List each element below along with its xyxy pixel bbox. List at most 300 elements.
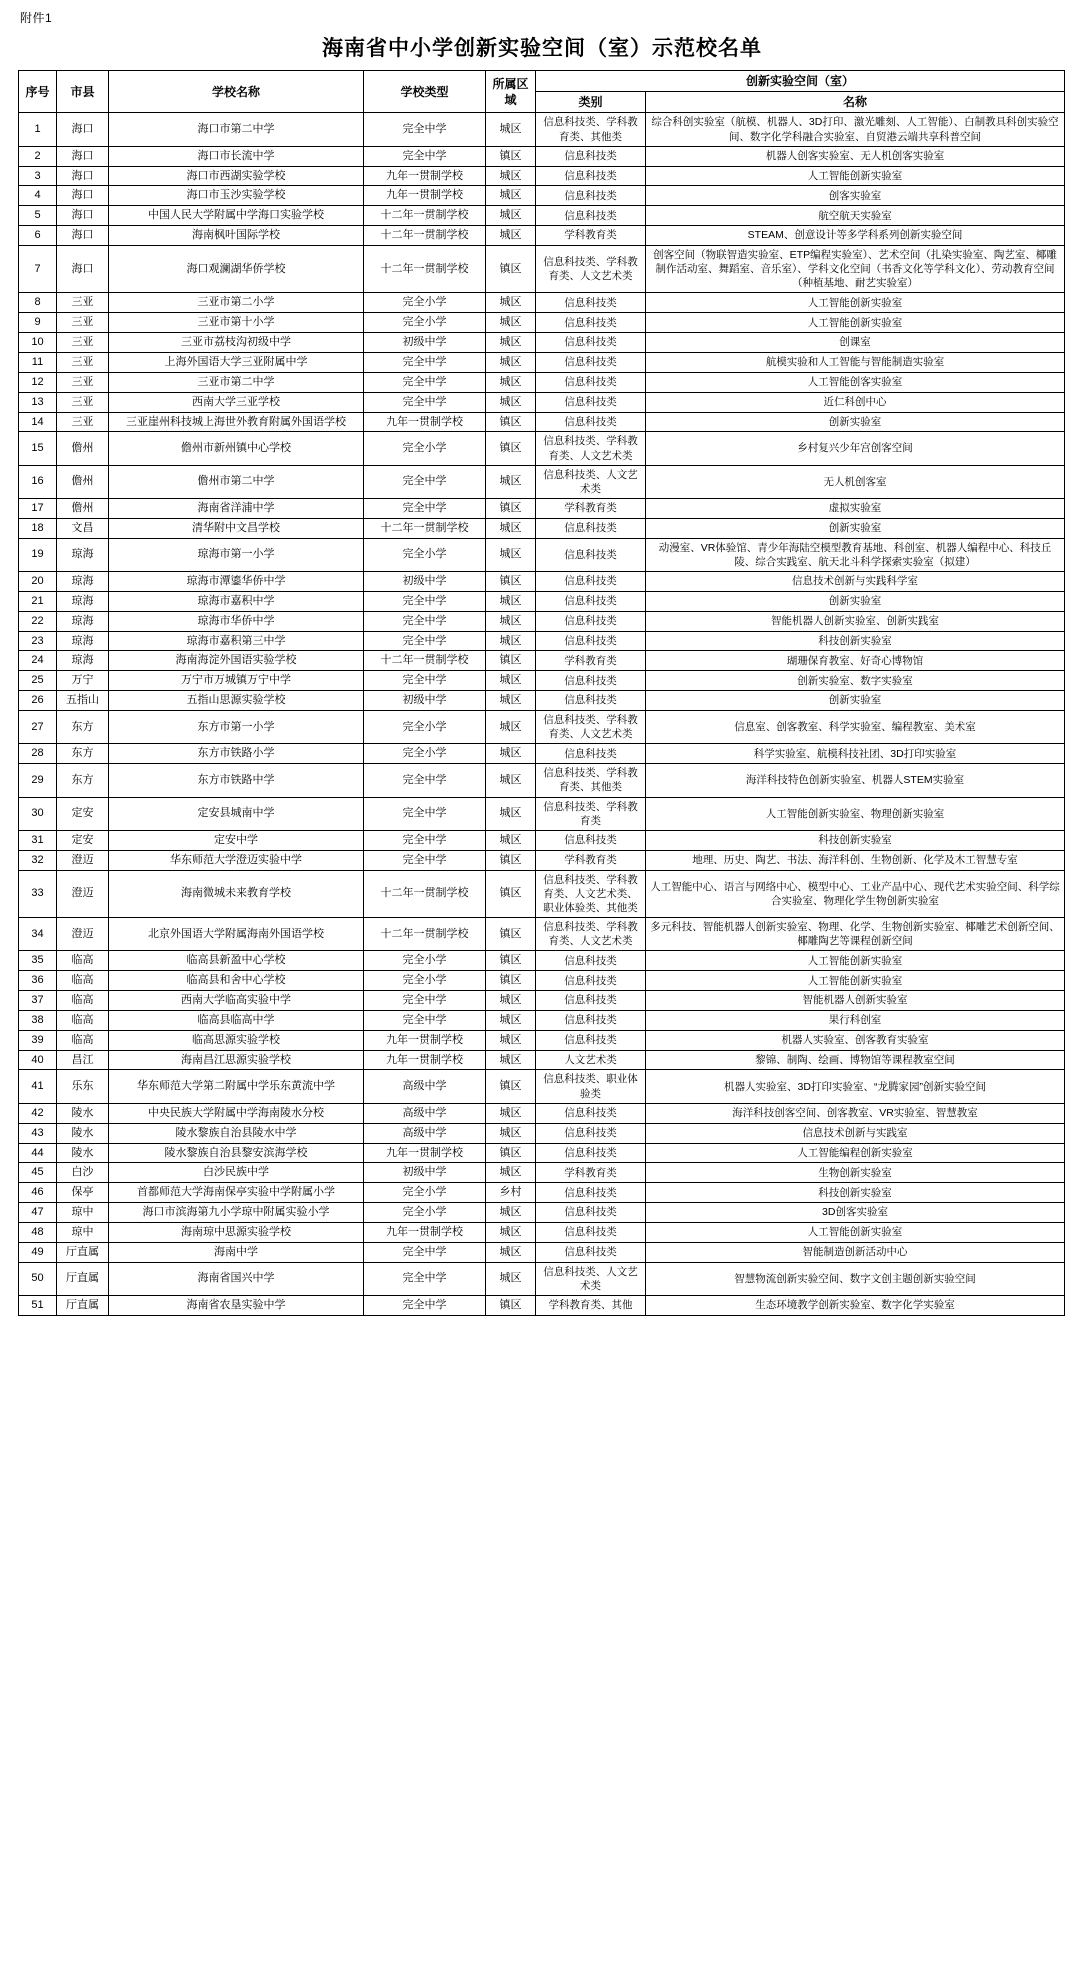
table-row [19, 744, 1065, 764]
cell-space-name: 创新实验室、数字实验室 [646, 671, 1065, 691]
table-row [19, 226, 1065, 246]
cell-category: 信息科技类 [536, 611, 646, 631]
cell-category: 信息科技类 [536, 1222, 646, 1242]
cell-category: 信息科技类 [536, 392, 646, 412]
cell-area: 镇区 [486, 432, 536, 465]
cell-school-name: 定安县城南中学 [109, 797, 364, 830]
table-row [19, 1123, 1065, 1143]
cell-city: 三亚 [57, 313, 109, 333]
cell-school-name: 临高县新盈中心学校 [109, 951, 364, 971]
cell-index: 18 [19, 518, 57, 538]
cell-category: 信息科技类 [536, 313, 646, 333]
cell-school-name: 东方市第一小学 [109, 710, 364, 743]
cell-space-name: 人工智能创新实验室 [646, 293, 1065, 313]
cell-school-type: 完全小学 [364, 293, 486, 313]
cell-school-name: 海口市第二中学 [109, 113, 364, 146]
cell-city: 海口 [57, 206, 109, 226]
cell-school-name: 海口市长流中学 [109, 146, 364, 166]
cell-area: 城区 [486, 186, 536, 206]
cell-school-name: 中央民族大学附属中学海南陵水分校 [109, 1103, 364, 1123]
table-row [19, 432, 1065, 465]
cell-school-name: 琼海市嘉积第三中学 [109, 631, 364, 651]
table-row [19, 412, 1065, 432]
cell-city: 澄迈 [57, 870, 109, 918]
cell-school-type: 九年一贯制学校 [364, 1143, 486, 1163]
cell-category: 信息科技类 [536, 1143, 646, 1163]
cell-category: 信息科技类 [536, 1123, 646, 1143]
cell-school-name: 海南琼中思源实验学校 [109, 1222, 364, 1242]
cell-school-name: 三亚市荔枝沟初级中学 [109, 333, 364, 353]
cell-school-type: 完全中学 [364, 591, 486, 611]
cell-city: 三亚 [57, 293, 109, 313]
cell-category: 信息科技类 [536, 146, 646, 166]
table-row [19, 186, 1065, 206]
cell-city: 临高 [57, 951, 109, 971]
cell-area: 城区 [486, 611, 536, 631]
cell-index: 24 [19, 651, 57, 671]
cell-school-type: 高级中学 [364, 1070, 486, 1103]
cell-category: 信息科技类、学科教育类、其他类 [536, 764, 646, 797]
cell-index: 5 [19, 206, 57, 226]
cell-city: 海口 [57, 226, 109, 246]
cell-city: 文昌 [57, 518, 109, 538]
cell-school-name: 华东师范大学澄迈实验中学 [109, 850, 364, 870]
cell-space-name: 乡村复兴少年宫创客空间 [646, 432, 1065, 465]
table-row [19, 591, 1065, 611]
cell-category: 学科教育类 [536, 499, 646, 519]
table-row [19, 1050, 1065, 1070]
cell-school-name: 海口市玉沙实验学校 [109, 186, 364, 206]
cell-category: 学科教育类 [536, 226, 646, 246]
cell-school-name: 三亚市第二小学 [109, 293, 364, 313]
cell-school-type: 初级中学 [364, 691, 486, 711]
cell-school-type: 完全小学 [364, 1203, 486, 1223]
cell-index: 48 [19, 1222, 57, 1242]
cell-area: 城区 [486, 991, 536, 1011]
cell-city: 陵水 [57, 1103, 109, 1123]
cell-category: 信息科技类 [536, 971, 646, 991]
cell-area: 城区 [486, 518, 536, 538]
cell-index: 28 [19, 744, 57, 764]
table-row [19, 313, 1065, 333]
cell-index: 10 [19, 333, 57, 353]
cell-index: 39 [19, 1030, 57, 1050]
cell-city: 乐东 [57, 1070, 109, 1103]
cell-space-name: 动漫室、VR体验馆、青少年海陆空模型教育基地、科创室、机器人编程中心、科技丘陵、综合实践室、航天北斗科学探索实验室（拟建） [646, 538, 1065, 571]
cell-city: 三亚 [57, 372, 109, 392]
table-row [19, 830, 1065, 850]
cell-school-type: 高级中学 [364, 1123, 486, 1143]
cell-index: 4 [19, 186, 57, 206]
cell-index: 43 [19, 1123, 57, 1143]
cell-city: 儋州 [57, 499, 109, 519]
cell-school-type: 完全中学 [364, 372, 486, 392]
cell-index: 17 [19, 499, 57, 519]
cell-category: 信息科技类 [536, 186, 646, 206]
cell-area: 镇区 [486, 1070, 536, 1103]
cell-city: 定安 [57, 830, 109, 850]
cell-area: 镇区 [486, 918, 536, 951]
cell-school-type: 完全中学 [364, 113, 486, 146]
table-row [19, 797, 1065, 830]
cell-school-name: 海口市滨海第九小学琼中附属实验小学 [109, 1203, 364, 1223]
cell-school-type: 完全小学 [364, 710, 486, 743]
cell-index: 47 [19, 1203, 57, 1223]
cell-index: 30 [19, 797, 57, 830]
cell-school-type: 完全中学 [364, 991, 486, 1011]
cell-school-type: 完全中学 [364, 671, 486, 691]
cell-school-name: 海南省洋浦中学 [109, 499, 364, 519]
cell-category: 信息科技类 [536, 830, 646, 850]
cell-area: 城区 [486, 671, 536, 691]
cell-space-name: 近仁科创中心 [646, 392, 1065, 412]
cell-school-type: 完全中学 [364, 1010, 486, 1030]
cell-school-type: 完全小学 [364, 971, 486, 991]
table-row [19, 1203, 1065, 1223]
cell-city: 琼海 [57, 651, 109, 671]
cell-school-type: 完全小学 [364, 432, 486, 465]
cell-school-name: 海南省农垦实验中学 [109, 1295, 364, 1315]
cell-index: 38 [19, 1010, 57, 1030]
cell-school-name: 临高县临高中学 [109, 1010, 364, 1030]
cell-index: 21 [19, 591, 57, 611]
cell-space-name: 信息室、创客教室、科学实验室、编程教室、美术室 [646, 710, 1065, 743]
table-row [19, 166, 1065, 186]
cell-school-type: 九年一贯制学校 [364, 166, 486, 186]
cell-space-name: 创课室 [646, 333, 1065, 353]
cell-area: 城区 [486, 333, 536, 353]
cell-school-name: 华东师范大学第二附属中学乐东黄流中学 [109, 1070, 364, 1103]
cell-school-type: 完全中学 [364, 611, 486, 631]
cell-school-type: 完全中学 [364, 392, 486, 412]
cell-space-name: 人工智能创新实验室 [646, 313, 1065, 333]
cell-city: 东方 [57, 710, 109, 743]
cell-school-type: 完全小学 [364, 313, 486, 333]
cell-area: 城区 [486, 710, 536, 743]
cell-city: 五指山 [57, 691, 109, 711]
cell-area: 城区 [486, 1262, 536, 1295]
cell-school-name: 琼海市第一小学 [109, 538, 364, 571]
cell-school-type: 完全小学 [364, 1183, 486, 1203]
cell-city: 厅直属 [57, 1295, 109, 1315]
cell-school-type: 九年一贯制学校 [364, 412, 486, 432]
cell-school-type: 完全中学 [364, 465, 486, 498]
cell-area: 城区 [486, 1163, 536, 1183]
cell-space-name: 人工智能创新实验室 [646, 951, 1065, 971]
cell-area: 城区 [486, 1242, 536, 1262]
cell-area: 城区 [486, 206, 536, 226]
cell-category: 信息科技类 [536, 352, 646, 372]
cell-city: 儋州 [57, 465, 109, 498]
cell-school-type: 完全中学 [364, 830, 486, 850]
cell-school-name: 万宁市万城镇万宁中学 [109, 671, 364, 691]
table-row [19, 651, 1065, 671]
cell-school-type: 十二年一贯制学校 [364, 918, 486, 951]
cell-school-type: 完全中学 [364, 797, 486, 830]
table-row [19, 392, 1065, 412]
table-header [19, 71, 1065, 113]
cell-space-name: 航空航天实验室 [646, 206, 1065, 226]
cell-area: 城区 [486, 1030, 536, 1050]
page-title: 海南省中小学创新实验空间（室）示范校名单 [322, 36, 762, 60]
table-row [19, 572, 1065, 592]
cell-space-name: 黎锦、制陶、绘画、博物馆等课程教室空间 [646, 1050, 1065, 1070]
cell-school-type: 九年一贯制学校 [364, 1050, 486, 1070]
cell-space-name: 智慧物流创新实验空间、数字文创主题创新实验空间 [646, 1262, 1065, 1295]
table-row [19, 465, 1065, 498]
cell-category: 信息科技类、人文艺术类 [536, 465, 646, 498]
cell-school-name: 海南中学 [109, 1242, 364, 1262]
table-row [19, 971, 1065, 991]
cell-school-type: 十二年一贯制学校 [364, 651, 486, 671]
attachment-label: 附件1 [20, 11, 53, 25]
cell-category: 学科教育类、其他 [536, 1295, 646, 1315]
cell-school-type: 十二年一贯制学校 [364, 518, 486, 538]
header-area: 所属区域 [486, 71, 536, 113]
cell-space-name: 人工智能创新实验室 [646, 1222, 1065, 1242]
cell-school-type: 完全小学 [364, 744, 486, 764]
cell-index: 22 [19, 611, 57, 631]
cell-school-type: 十二年一贯制学校 [364, 870, 486, 918]
cell-city: 厅直属 [57, 1262, 109, 1295]
cell-space-name: 创新实验室 [646, 691, 1065, 711]
cell-index: 3 [19, 166, 57, 186]
cell-index: 37 [19, 991, 57, 1011]
cell-school-name: 白沙民族中学 [109, 1163, 364, 1183]
cell-area: 城区 [486, 830, 536, 850]
table-row [19, 1242, 1065, 1262]
cell-space-name: 综合科创实验室（航模、机器人、3D打印、激光雕刻、人工智能）、白制教具科创实验空间、数字化学科融合实验室、自贸港云端共享科普空间 [646, 113, 1065, 146]
cell-index: 33 [19, 870, 57, 918]
header-category: 类别 [536, 92, 646, 113]
cell-city: 琼海 [57, 572, 109, 592]
cell-school-name: 儋州市第二中学 [109, 465, 364, 498]
cell-city: 临高 [57, 1010, 109, 1030]
cell-city: 琼海 [57, 538, 109, 571]
header-innovation-space-group: 创新实验空间（室） [536, 71, 1065, 92]
cell-category: 人文艺术类 [536, 1050, 646, 1070]
cell-city: 东方 [57, 764, 109, 797]
cell-space-name: 科技创新实验室 [646, 1183, 1065, 1203]
cell-index: 6 [19, 226, 57, 246]
cell-city: 儋州 [57, 432, 109, 465]
cell-index: 9 [19, 313, 57, 333]
cell-city: 海口 [57, 186, 109, 206]
table-row [19, 631, 1065, 651]
table-header-row-1 [19, 71, 1065, 92]
table-row [19, 499, 1065, 519]
cell-space-name: STEAM、创意设计等多学科系列创新实验空间 [646, 226, 1065, 246]
cell-city: 东方 [57, 744, 109, 764]
cell-school-name: 西南大学临高实验中学 [109, 991, 364, 1011]
table-row [19, 146, 1065, 166]
cell-space-name: 智能机器人创新实验室、创新实践室 [646, 611, 1065, 631]
cell-area: 城区 [486, 631, 536, 651]
cell-category: 信息科技类、学科教育类、人文艺术类 [536, 918, 646, 951]
cell-city: 临高 [57, 971, 109, 991]
table-row [19, 538, 1065, 571]
cell-space-name: 果行科创室 [646, 1010, 1065, 1030]
cell-area: 镇区 [486, 412, 536, 432]
cell-index: 35 [19, 951, 57, 971]
cell-space-name: 机器人实验室、3D打印实验室、“龙腾家园”创新实验空间 [646, 1070, 1065, 1103]
cell-space-name: 瑚珊保育教室、好奇心博物馆 [646, 651, 1065, 671]
cell-area: 镇区 [486, 499, 536, 519]
cell-school-type: 初级中学 [364, 1163, 486, 1183]
cell-school-name: 中国人民大学附属中学海口实验学校 [109, 206, 364, 226]
cell-city: 定安 [57, 797, 109, 830]
cell-city: 琼海 [57, 591, 109, 611]
cell-index: 42 [19, 1103, 57, 1123]
cell-city: 陵水 [57, 1123, 109, 1143]
cell-school-type: 九年一贯制学校 [364, 186, 486, 206]
cell-category: 学科教育类 [536, 850, 646, 870]
cell-city: 三亚 [57, 392, 109, 412]
cell-area: 镇区 [486, 1143, 536, 1163]
cell-area: 城区 [486, 1010, 536, 1030]
cell-space-name: 人工智能创新实验室 [646, 166, 1065, 186]
cell-space-name: 智能制造创新活动中心 [646, 1242, 1065, 1262]
table-row [19, 870, 1065, 918]
cell-category: 信息科技类、学科教育类、人文艺术类 [536, 432, 646, 465]
cell-area: 城区 [486, 1222, 536, 1242]
cell-index: 40 [19, 1050, 57, 1070]
cell-area: 城区 [486, 465, 536, 498]
table-row [19, 850, 1065, 870]
cell-school-type: 完全小学 [364, 538, 486, 571]
cell-category: 信息科技类、学科教育类、其他类 [536, 113, 646, 146]
cell-area: 镇区 [486, 971, 536, 991]
cell-index: 1 [19, 113, 57, 146]
cell-school-type: 高级中学 [364, 1103, 486, 1123]
cell-school-name: 首都师范大学海南保亭实验中学附属小学 [109, 1183, 364, 1203]
cell-school-type: 完全中学 [364, 1295, 486, 1315]
cell-index: 23 [19, 631, 57, 651]
cell-space-name: 人工智能创客实验室 [646, 372, 1065, 392]
cell-category: 信息科技类 [536, 412, 646, 432]
cell-school-name: 东方市铁路小学 [109, 744, 364, 764]
cell-space-name: 生态环境教学创新实验室、数字化学实验室 [646, 1295, 1065, 1315]
cell-area: 镇区 [486, 146, 536, 166]
cell-city: 琼中 [57, 1222, 109, 1242]
cell-school-name: 海南昌江思源实验学校 [109, 1050, 364, 1070]
cell-category: 信息科技类 [536, 1103, 646, 1123]
table-row [19, 1262, 1065, 1295]
cell-index: 7 [19, 245, 57, 293]
cell-school-name: 海口市西湖实验学校 [109, 166, 364, 186]
cell-index: 8 [19, 293, 57, 313]
cell-city: 琼海 [57, 611, 109, 631]
cell-school-name: 三亚崖州科技城上海世外教育附属外国语学校 [109, 412, 364, 432]
cell-area: 城区 [486, 744, 536, 764]
cell-area: 城区 [486, 764, 536, 797]
cell-school-name: 琼海市华侨中学 [109, 611, 364, 631]
table-row [19, 710, 1065, 743]
table-row [19, 1030, 1065, 1050]
cell-index: 45 [19, 1163, 57, 1183]
table-row [19, 372, 1065, 392]
cell-category: 学科教育类 [536, 1163, 646, 1183]
table-row [19, 352, 1065, 372]
header-space-name: 名称 [646, 92, 1065, 113]
cell-school-name: 海南枫叶国际学校 [109, 226, 364, 246]
cell-city: 三亚 [57, 352, 109, 372]
cell-city: 海口 [57, 146, 109, 166]
cell-school-type: 九年一贯制学校 [364, 1030, 486, 1050]
cell-school-name: 西南大学三亚学校 [109, 392, 364, 412]
cell-school-name: 东方市铁路中学 [109, 764, 364, 797]
cell-index: 14 [19, 412, 57, 432]
cell-space-name: 人工智能编程创新实验室 [646, 1143, 1065, 1163]
cell-area: 镇区 [486, 951, 536, 971]
cell-index: 29 [19, 764, 57, 797]
cell-city: 万宁 [57, 671, 109, 691]
cell-school-name: 琼海市潭鎏华侨中学 [109, 572, 364, 592]
cell-category: 信息科技类 [536, 591, 646, 611]
cell-space-name: 生物创新实验室 [646, 1163, 1065, 1183]
cell-school-type: 十二年一贯制学校 [364, 245, 486, 293]
table-row [19, 1183, 1065, 1203]
cell-index: 12 [19, 372, 57, 392]
cell-space-name: 虚拟实验室 [646, 499, 1065, 519]
header-index: 序号 [19, 71, 57, 113]
cell-school-type: 九年一贯制学校 [364, 1222, 486, 1242]
cell-index: 11 [19, 352, 57, 372]
cell-school-name: 定安中学 [109, 830, 364, 850]
header-school-name: 学校名称 [109, 71, 364, 113]
table-row [19, 671, 1065, 691]
cell-category: 信息科技类 [536, 572, 646, 592]
cell-category: 信息科技类 [536, 166, 646, 186]
cell-school-type: 初级中学 [364, 572, 486, 592]
table-row [19, 1010, 1065, 1030]
cell-area: 城区 [486, 392, 536, 412]
cell-city: 海口 [57, 245, 109, 293]
cell-school-name: 海口观澜湖华侨学校 [109, 245, 364, 293]
cell-area: 城区 [486, 1103, 536, 1123]
table-row [19, 951, 1065, 971]
cell-area: 城区 [486, 1050, 536, 1070]
cell-space-name: 创客实验室 [646, 186, 1065, 206]
cell-category: 信息科技类 [536, 691, 646, 711]
table-row [19, 1295, 1065, 1315]
cell-space-name: 航模实验和人工智能与智能制造实验室 [646, 352, 1065, 372]
cell-category: 信息科技类、学科教育类 [536, 797, 646, 830]
cell-school-type: 完全小学 [364, 951, 486, 971]
table-row [19, 1163, 1065, 1183]
cell-school-type: 完全中学 [364, 850, 486, 870]
header-school-type: 学校类型 [364, 71, 486, 113]
table-row [19, 991, 1065, 1011]
cell-index: 2 [19, 146, 57, 166]
cell-city: 海口 [57, 166, 109, 186]
cell-school-name: 海南海淀外国语实验学校 [109, 651, 364, 671]
cell-category: 信息科技类 [536, 744, 646, 764]
cell-school-name: 琼海市嘉积中学 [109, 591, 364, 611]
cell-space-name: 创新实验室 [646, 412, 1065, 432]
cell-school-name: 海南省国兴中学 [109, 1262, 364, 1295]
cell-index: 44 [19, 1143, 57, 1163]
cell-index: 41 [19, 1070, 57, 1103]
cell-school-type: 完全中学 [364, 1242, 486, 1262]
cell-index: 16 [19, 465, 57, 498]
cell-school-type: 完全中学 [364, 146, 486, 166]
cell-area: 城区 [486, 313, 536, 333]
cell-school-name: 北京外国语大学附属海南外国语学校 [109, 918, 364, 951]
cell-area: 镇区 [486, 850, 536, 870]
table-row [19, 518, 1065, 538]
cell-school-type: 完全中学 [364, 1262, 486, 1295]
